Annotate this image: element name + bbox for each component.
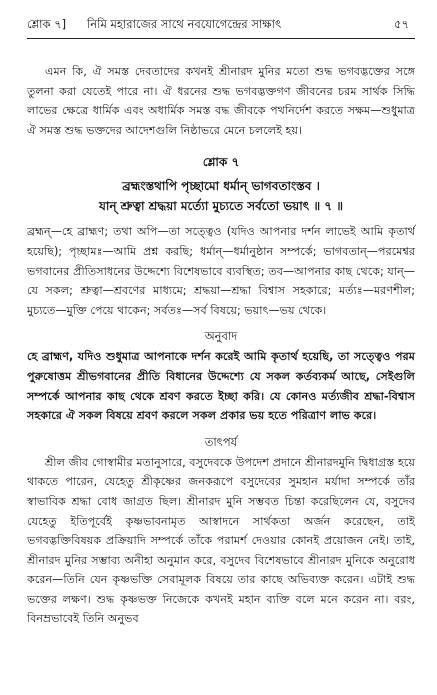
intro-paragraph: এমন কি, ঐ সমস্ত দেবতাদের কখনই শ্রীনারদ মুনির মতো শুদ্ধ ভগবদ্ভক্তের সঙ্গে তুলনা করা যেতেই পারে না। ঐ ধরনের শুদ্ধ ভগবদ্ভক্তগণ জীবনের চরম সার্থক সিদ্ধি লাভের ক্ষেত্রে ধার্মিক এবং অধার্মিক সমস্ত বদ্ধ জীবকে পথনির্দেশ করতে সক্ষম—শুধুমাত্র ঐ সমস্ত শুদ্ধ ভক্তদের আদেশগুলি নিষ্ঠাভরে মেনে চললেই হয়। xyxy=(27,65,415,137)
header-title: নিমি মহারাজের সাথে নবযোগেন্দ্রের সাক্ষাৎ xyxy=(87,17,282,31)
verse-line-1: ব্রহ্মংস্তথাপি পৃচ্ছামো ধর্মান্ ভাগবতাংস্তব । xyxy=(122,179,320,194)
word-meanings: ব্রহ্মন্—হে ব্রাহ্মণ; তথা অপি—তা সত্ত্বেও (যদিও আপনার দর্শন লাভেই আমি কৃতার্থ হয়েছি); পৃচ্ছামঃ—আমি প্রশ্ন করছি; ধর্মান্—ধর্মানুষ্ঠান সম্পর্কে; ভাগবতান্—পরমেশ্বর ভগবানের প্রীতিসাধনের উদ্দেশ্যে বিশেষভাবে ব্যবস্থিত; তব—আপনার কাছ থেকে; যান্—যে সকল; শ্রুত্বা—শ্রবণের মাধ্যমে; শ্রদ্ধয়া—শ্রদ্ধা বিশ্বাস সহকারে; মর্ত্যঃ—মরণশীল; মুচ্যতে—মুক্তি পেয়ে থাকেন; সর্বতঃ—সর্ব বিষয়ে; ভয়াৎ—ভয় থেকে। xyxy=(27,225,415,317)
verse-text xyxy=(27,176,415,216)
purport-text: শ্রীল জীব গোস্বামীর মতানুসারে, বসুদেবকে উপদেশ প্রদানে শ্রীনারদমুনি দ্বিধাগ্রস্ত হয়ে থাকতে পারেন, যেহেতু শ্রীকৃষ্ণের জনকরূপে বসুদেবের সুমহান মর্যাদা সম্পর্কে তাঁর স্বাভাবিক শ্রদ্ধা বোধ জাগ্রত ছিল। শ্রীনারদ মুনি সম্ভবত চিন্তা করেছিলেন যে, বসুদেব যেহেতু ইতিপূর্বেই কৃষ্ণভাবনামৃত আস্বাদনে সার্থকতা অর্জন করেছেন, তাই ভগবদ্ভক্তিবিষয়ক প্রক্রিয়াদি সম্পর্কে তাঁকে পরামর্শ দেওয়ার কোনই প্রয়োজন নেই। তাই, শ্রীনারদ মুনির সম্ভাব্য অনীহা অনুমান করে, বসুদেব বিশেষভাবে শ্রীনারদ মুনিকে অনুরোধ করেন—তিনি যেন কৃষ্ণভক্তি সেবামূলক বিষয়ে তার কাছে অভিব্যক্ত করেন। এটাই শুদ্ধ ভক্তের লক্ষণ। শুদ্ধ কৃষ্ণভক্ত নিজেকে কখনই মহান ব্যক্তি বলে মনে করেন না। বরং, বিনম্রভাবেই তিনি অনুভব xyxy=(27,455,415,626)
header-divider xyxy=(27,38,415,39)
page-header xyxy=(27,16,415,36)
page-content xyxy=(27,62,415,629)
verse-line-2: যান্ শ্রুত্বা শ্রদ্ধয়া মর্ত্যো মুচ্যতে সর্বতো ভয়াৎ ॥ ৭ ॥ xyxy=(98,199,344,214)
verse-label: শ্লোক ৭ xyxy=(202,155,240,170)
translation-text: হে ব্রাহ্মণ, যদিও শুধুমাত্র আপনাকে দর্শন করেই আমি কৃতার্থ হয়েছি, তা সত্ত্বেও পরম পুরুষোত্তম শ্রীভগবানের প্রীতি বিধানের উদ্দেশ্যে যে সকল কর্তব্যকর্ম আছে, সেইগুলি সম্পর্কে আপনার কাছ থেকে শ্রবণ করতে ইচ্ছা করি। যে কোনও মর্ত্যজীব শ্রদ্ধা-বিশ্বাস সহকারে ঐ সকল বিষয়ে শ্রবণ করলে সকল প্রকার ভয় হতে পরিত্রাণ লাভ করে। xyxy=(27,350,415,423)
page-number: ৫৭ xyxy=(394,17,409,31)
purport-heading: তাৎপর্য xyxy=(204,434,238,449)
translation-heading: অনুবাদ xyxy=(204,329,238,344)
header-verse-ref: শ্লোক ৭] xyxy=(27,17,67,31)
